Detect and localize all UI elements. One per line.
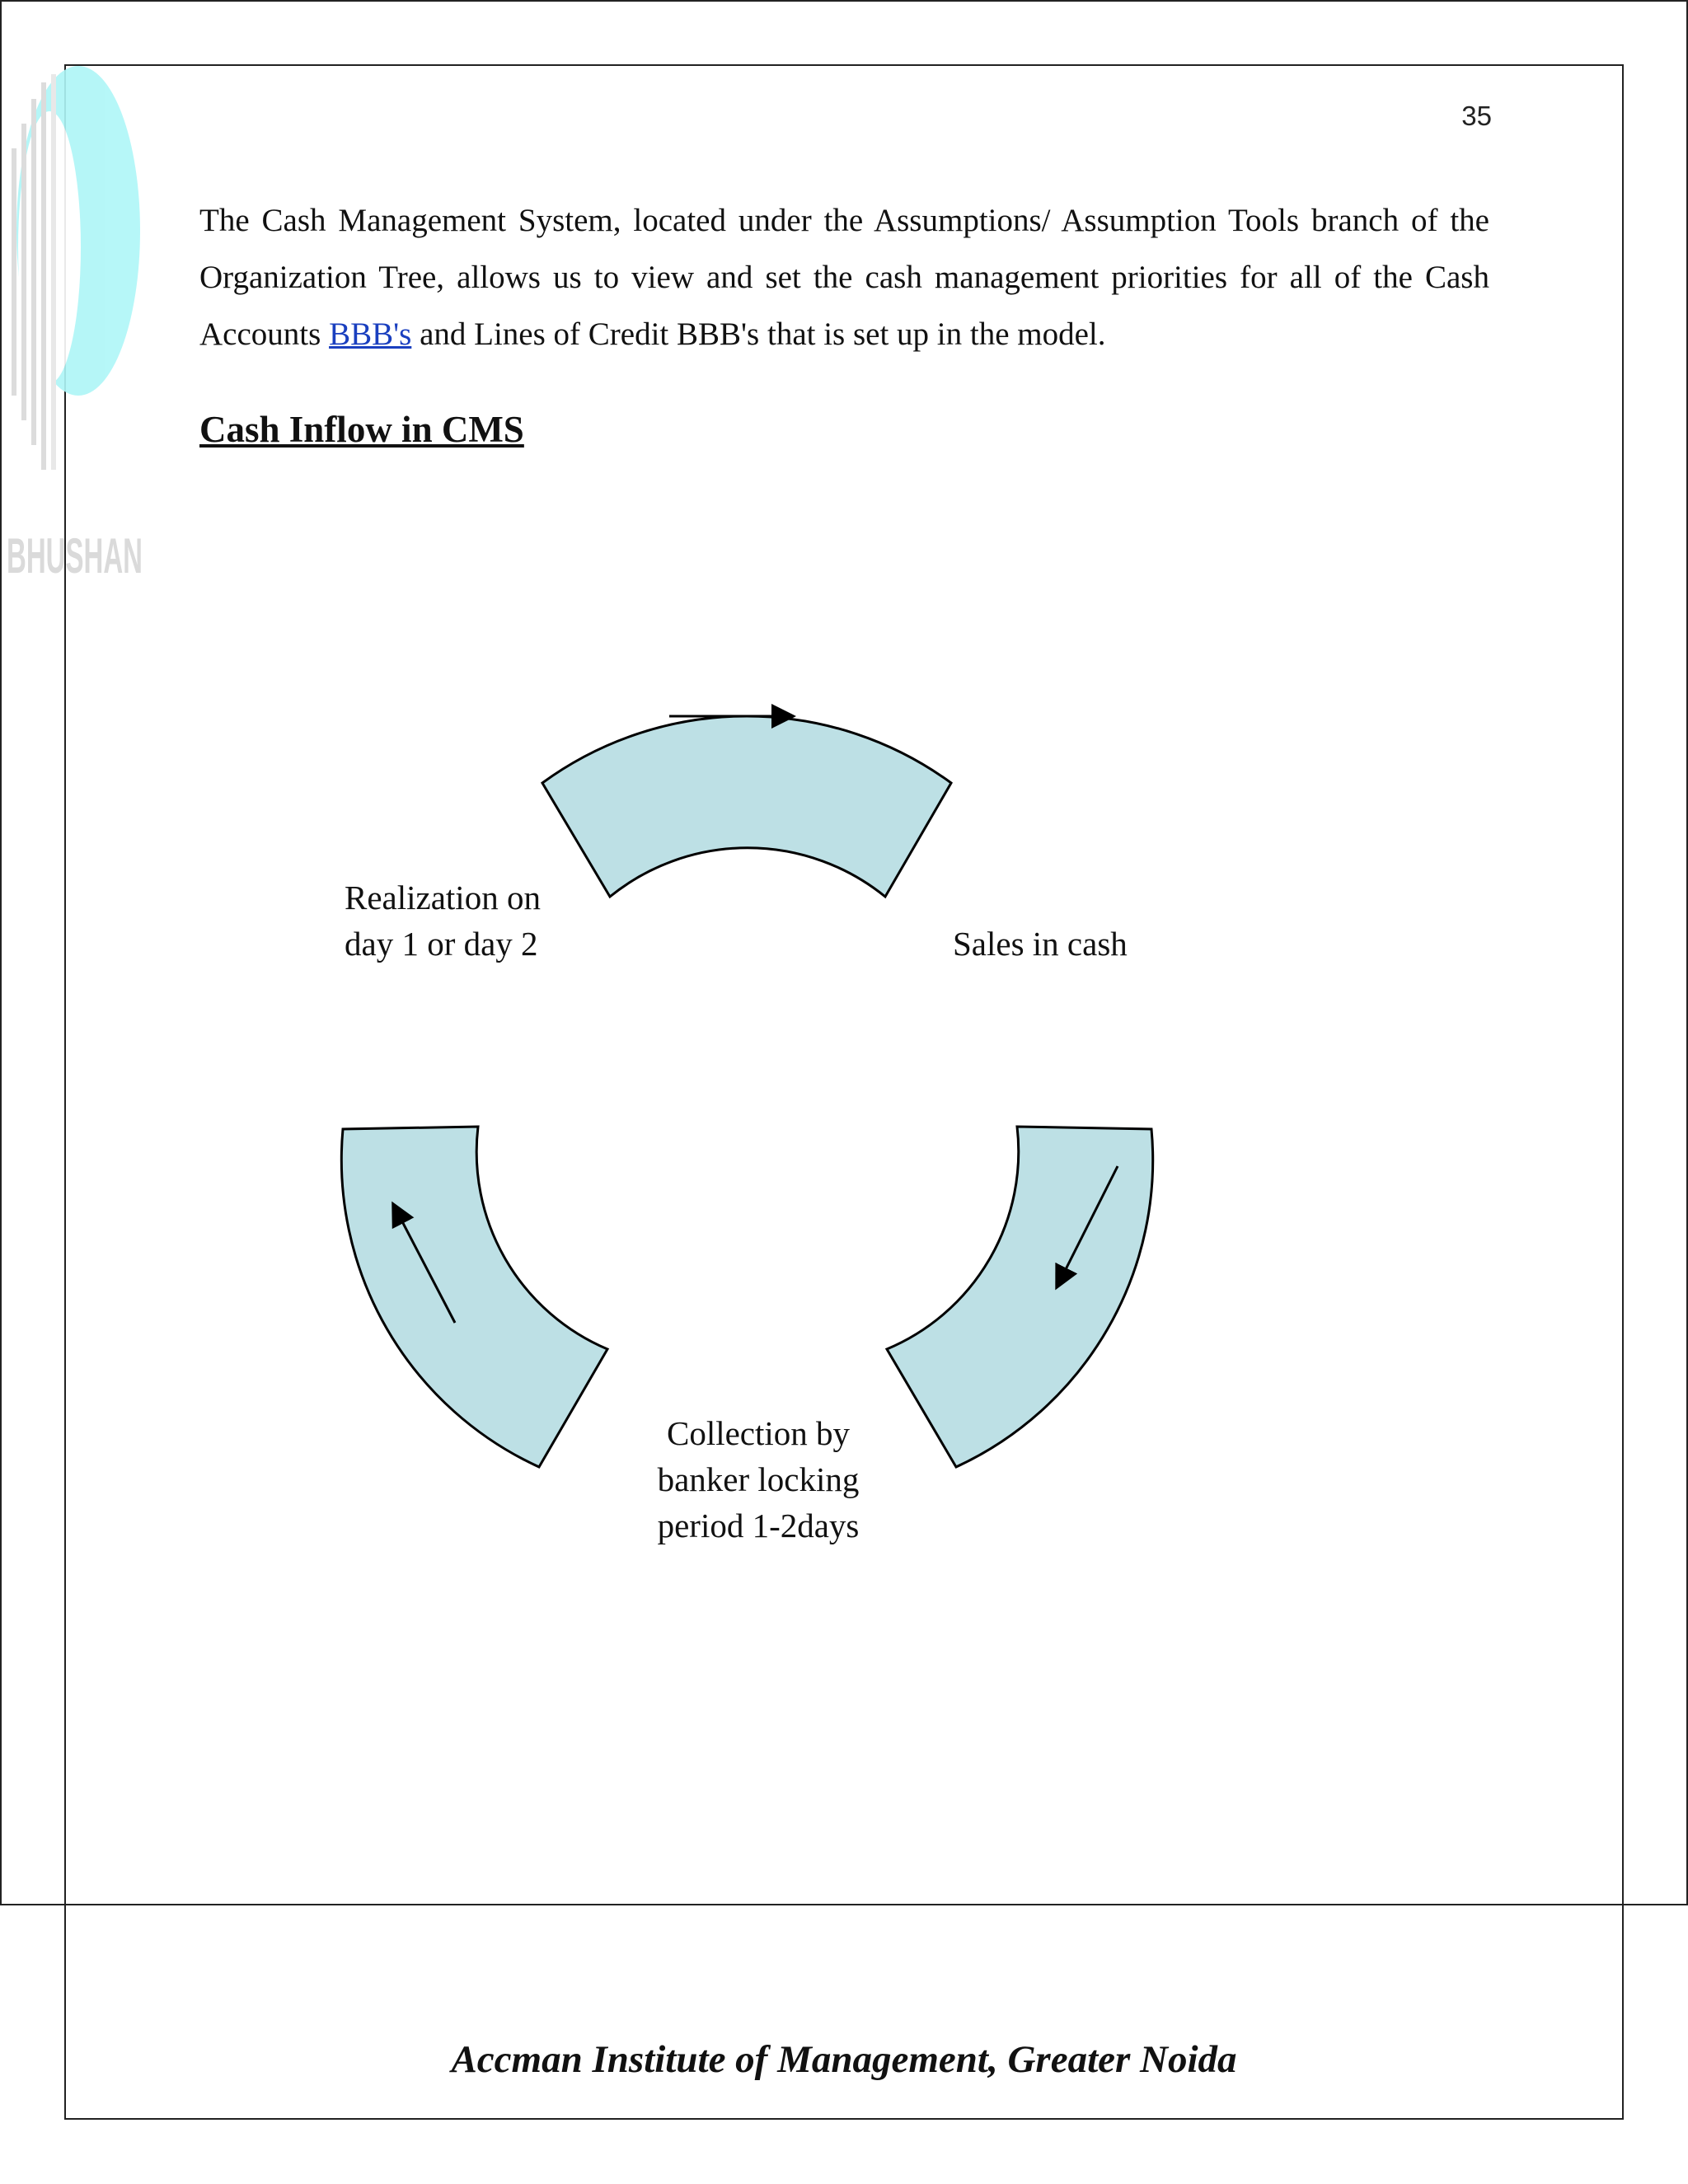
label-collection-line3: period 1-2days — [657, 1507, 860, 1544]
label-sales — [953, 921, 1200, 967]
section-heading: Cash Inflow in CMS — [199, 409, 524, 450]
label-realization — [345, 874, 617, 967]
label-realization-line1: Realization on — [345, 879, 541, 916]
cycle-segment-top — [542, 716, 951, 897]
page-footer: Accman Institute of Management, Greater Noida — [451, 2038, 1237, 2081]
page-number: 35 — [1461, 101, 1492, 131]
label-collection — [626, 1410, 890, 1549]
label-collection-line2: banker locking — [657, 1460, 860, 1498]
label-sales-text: Sales in cash — [953, 925, 1128, 963]
bbb-link[interactable]: BBB's — [329, 316, 412, 352]
paragraph-text-start: The Cash Management System, located under the Assumptions/ Assumption Tools branch of the Organization Tree, allows us to view and set the cash management priorities for all of the Cash Accounts — [199, 203, 1489, 352]
label-collection-line1: Collection by — [666, 1414, 851, 1452]
paragraph-text-end: and Lines of Credit BBB's that is set up in the model. — [411, 316, 1106, 352]
label-realization-line2: day 1 or day 2 — [345, 925, 538, 963]
watermark-text: BHUSHAN — [7, 528, 143, 583]
cycle-segment-left — [341, 1127, 607, 1467]
